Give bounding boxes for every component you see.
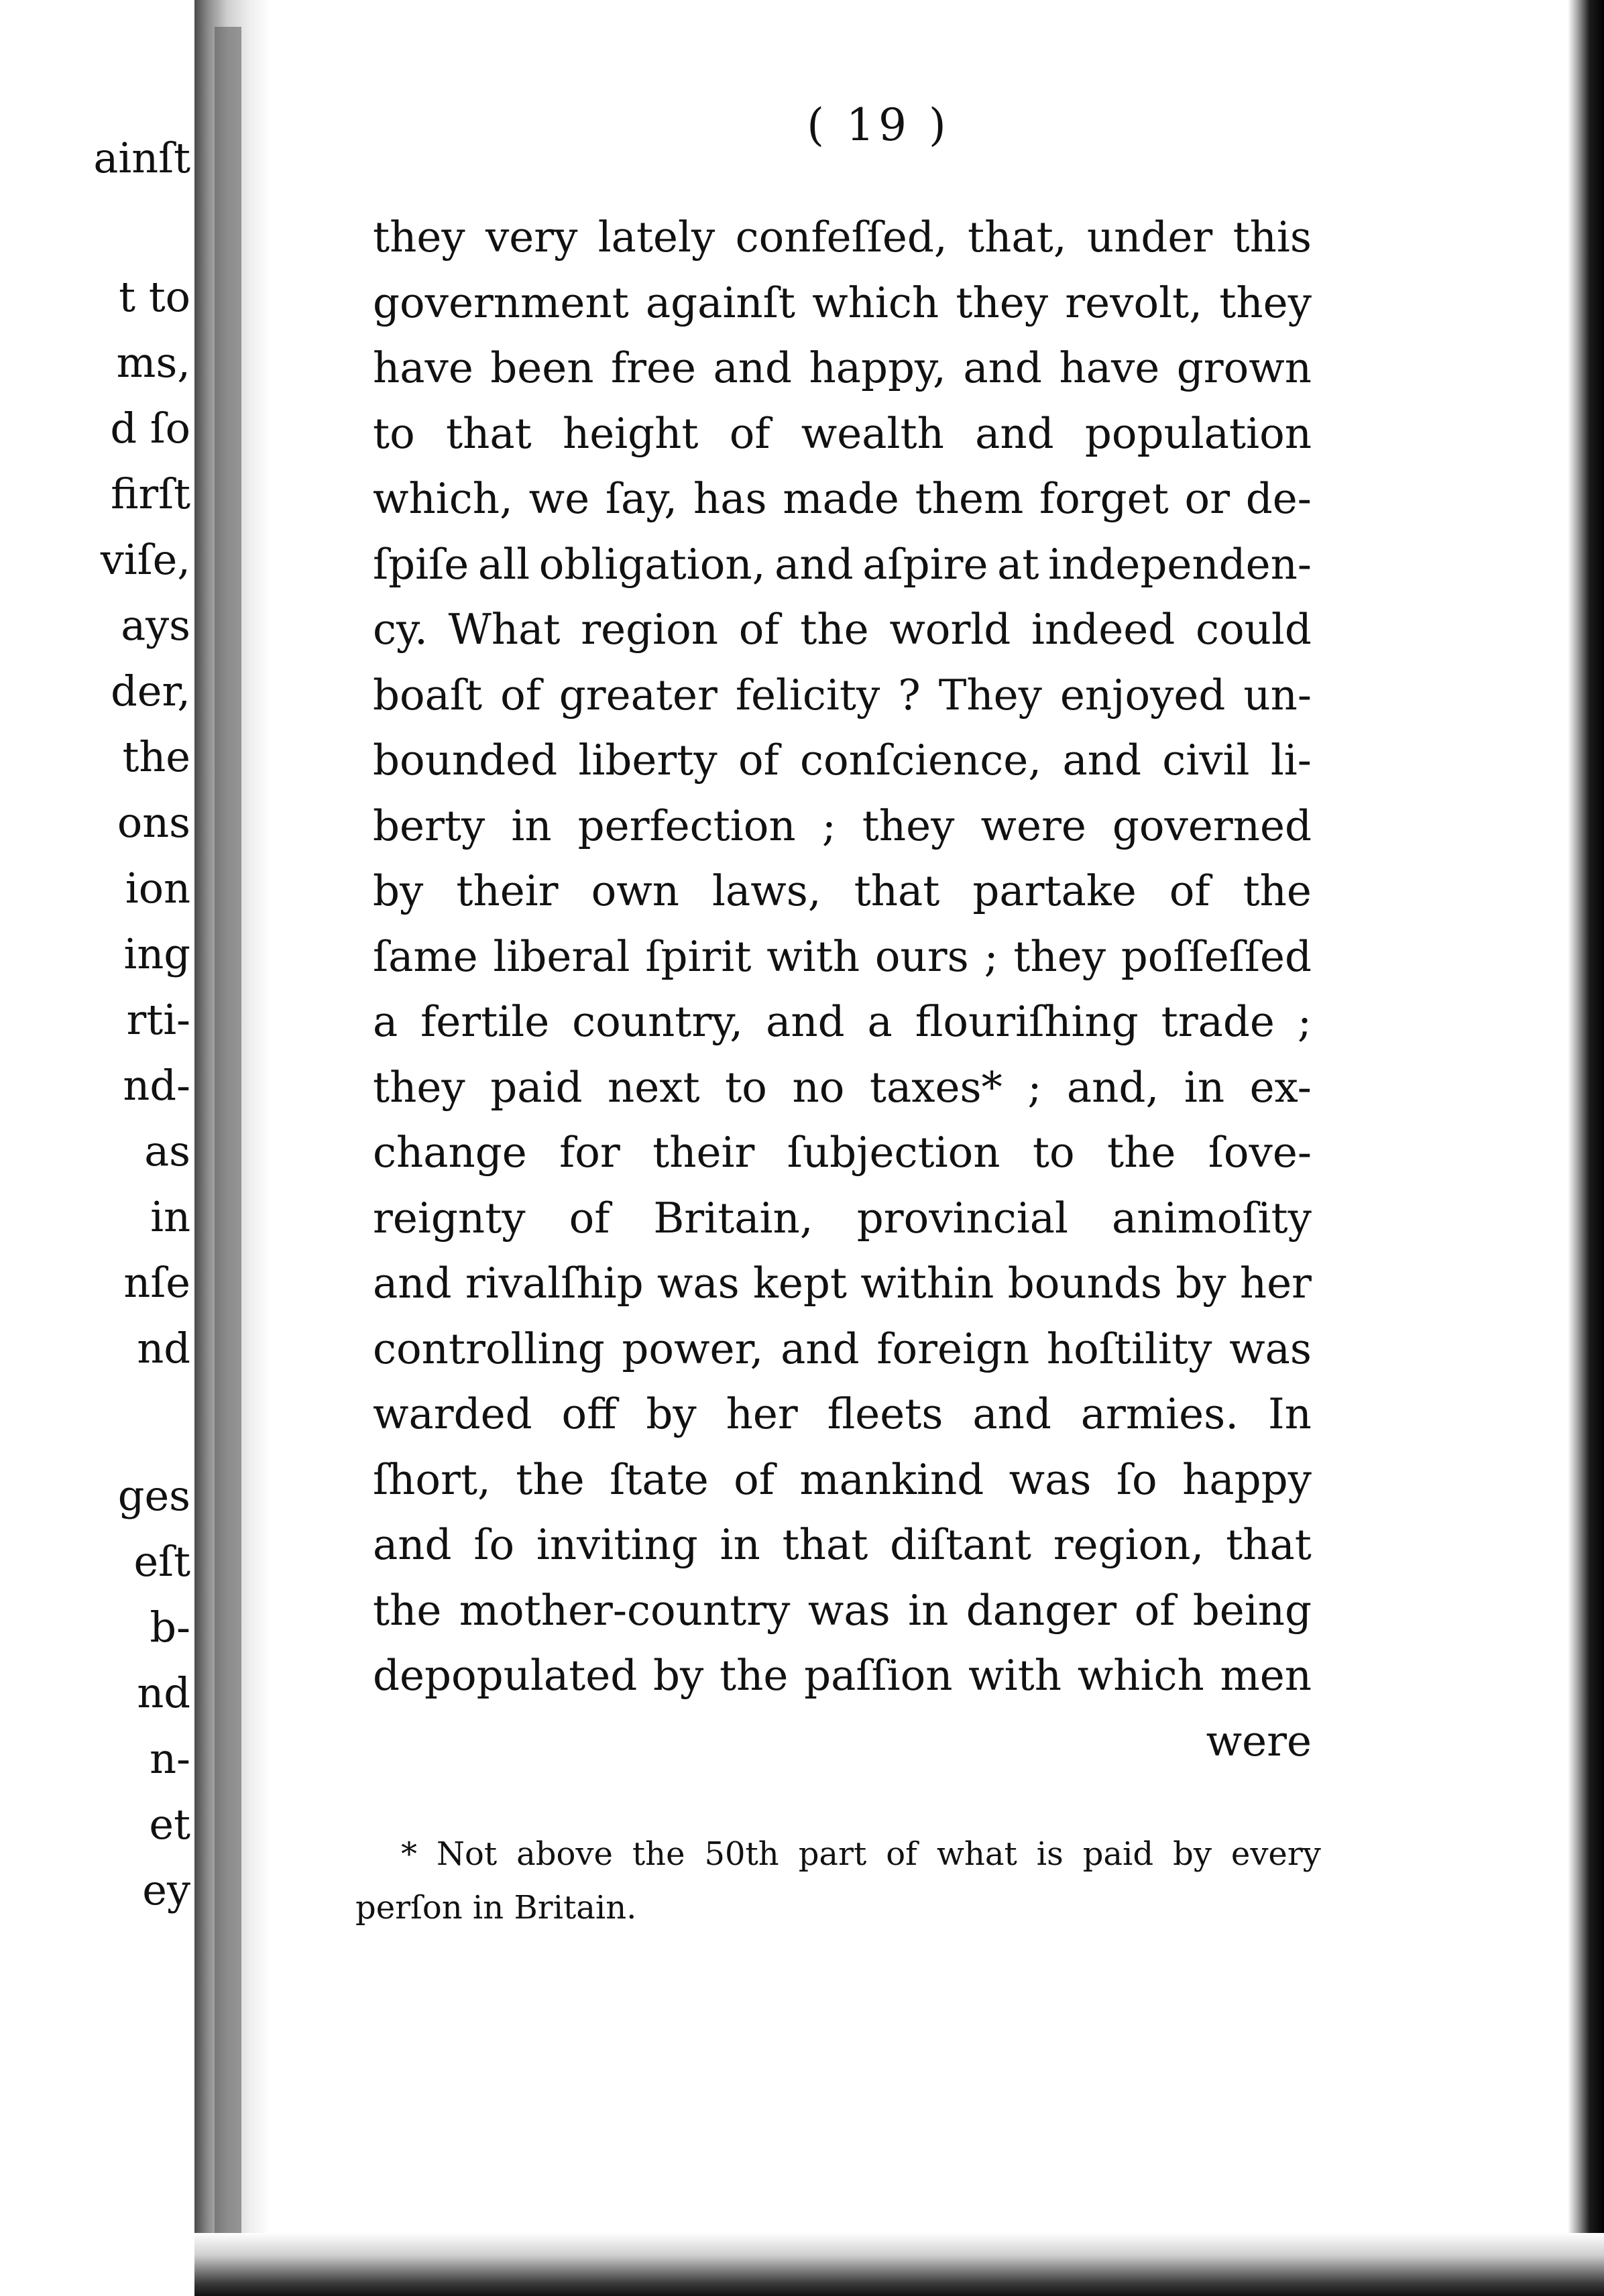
text-line: bounded liberty of conſcience, and civil li- xyxy=(373,736,1312,785)
text-line: ſhort, the ſtate of mankind was ſo happy xyxy=(373,1454,1312,1504)
facing-page-text-fragment: ges xyxy=(117,1471,190,1520)
facing-page-text-fragment: as xyxy=(144,1127,190,1175)
facing-page-text-fragment: in xyxy=(150,1192,190,1241)
text-line: a fertile country, and a flouriſhing trade ; xyxy=(373,997,1312,1046)
text-line: they very lately confeſſed, that, under this xyxy=(373,213,1312,262)
facing-page-text-fragment: der, xyxy=(111,667,190,715)
book-page xyxy=(268,0,1568,2233)
facing-page-text-fragment: nd xyxy=(137,1668,190,1717)
text-line: government againſt which they revolt, they xyxy=(373,278,1312,327)
facing-page-text-fragment: ey xyxy=(142,1866,190,1914)
facing-page-text-fragment: et xyxy=(149,1800,190,1849)
binding-edge xyxy=(215,27,241,2240)
page-edge-shadow xyxy=(1568,0,1604,2296)
text-line: depopulated by the paſſion with which men xyxy=(373,1651,1312,1700)
bottom-edge-shadow xyxy=(194,2233,1604,2296)
facing-page-text-fragment: viſe, xyxy=(100,535,190,584)
text-line: and ſo inviting in that diſtant region, that xyxy=(373,1520,1312,1569)
facing-page-text-fragment: b- xyxy=(150,1603,190,1652)
catchword: were xyxy=(1206,1716,1312,1766)
text-line: which, we ſay, has made them forget or de- xyxy=(373,474,1312,523)
facing-page-text-fragment: ainſt xyxy=(93,133,190,182)
footnote xyxy=(355,1827,1321,1935)
text-line: by their own laws, that partake of the xyxy=(373,866,1312,915)
text-line: berty in perfection ; they were governed xyxy=(373,801,1312,850)
facing-page-text-fragment: ing xyxy=(123,929,190,978)
facing-page-text-fragment: nd xyxy=(137,1324,190,1373)
text-line: they paid next to no taxes* ; and, in ex- xyxy=(373,1062,1312,1112)
facing-page-text-fragment: firſt xyxy=(111,469,190,518)
text-line: controlling power, and foreign hoſtility was xyxy=(373,1324,1312,1373)
text-line: cy. What region of the world indeed could xyxy=(373,605,1312,654)
facing-page-text-fragment: the xyxy=(122,732,190,781)
facing-page-text-fragment: ons xyxy=(117,798,190,847)
facing-page-text-fragment: nſe xyxy=(123,1258,190,1307)
text-line: warded off by her fleets and armies. In xyxy=(373,1389,1312,1438)
facing-page-text-fragment: ion xyxy=(125,864,190,913)
facing-page-text-fragment: d ſo xyxy=(110,404,190,453)
facing-page-text-fragment: t to xyxy=(119,272,190,321)
footnote-line-1: * Not above the 50th part of what is paid by every xyxy=(401,1835,1321,1873)
facing-page-text-fragment: rti- xyxy=(126,995,190,1044)
text-line: have been free and happy, and have grown xyxy=(373,343,1312,392)
facing-page-fragment xyxy=(0,0,194,2296)
text-line: ſame liberal ſpirit with ours ; they poſſeſſed xyxy=(373,931,1312,981)
facing-page-text-fragment: eſt xyxy=(133,1537,190,1586)
facing-page-text-fragment: ays xyxy=(121,601,190,650)
text-line: reignty of Britain, provincial animoſity xyxy=(373,1193,1312,1243)
page-number: ( 19 ) xyxy=(807,99,950,151)
text-line: change for their ſubjection to the ſove- xyxy=(373,1128,1312,1177)
facing-page-text-fragment: nd- xyxy=(123,1061,190,1110)
facing-page-text-fragment: n- xyxy=(150,1734,190,1783)
text-line: boaſt of greater felicity ? They enjoyed un- xyxy=(373,670,1312,720)
body-text xyxy=(373,205,1312,1774)
text-line: ſpiſe all obligation, and aſpire at independen- xyxy=(373,539,1312,589)
text-line: the mother-country was in danger of being xyxy=(373,1585,1312,1635)
footnote-line-2: perſon in Britain. xyxy=(355,1889,637,1927)
text-line: and rivalſhip was kept within bounds by her xyxy=(373,1259,1312,1308)
text-line: to that height of wealth and population xyxy=(373,408,1312,458)
facing-page-text-fragment: ms, xyxy=(116,338,190,387)
